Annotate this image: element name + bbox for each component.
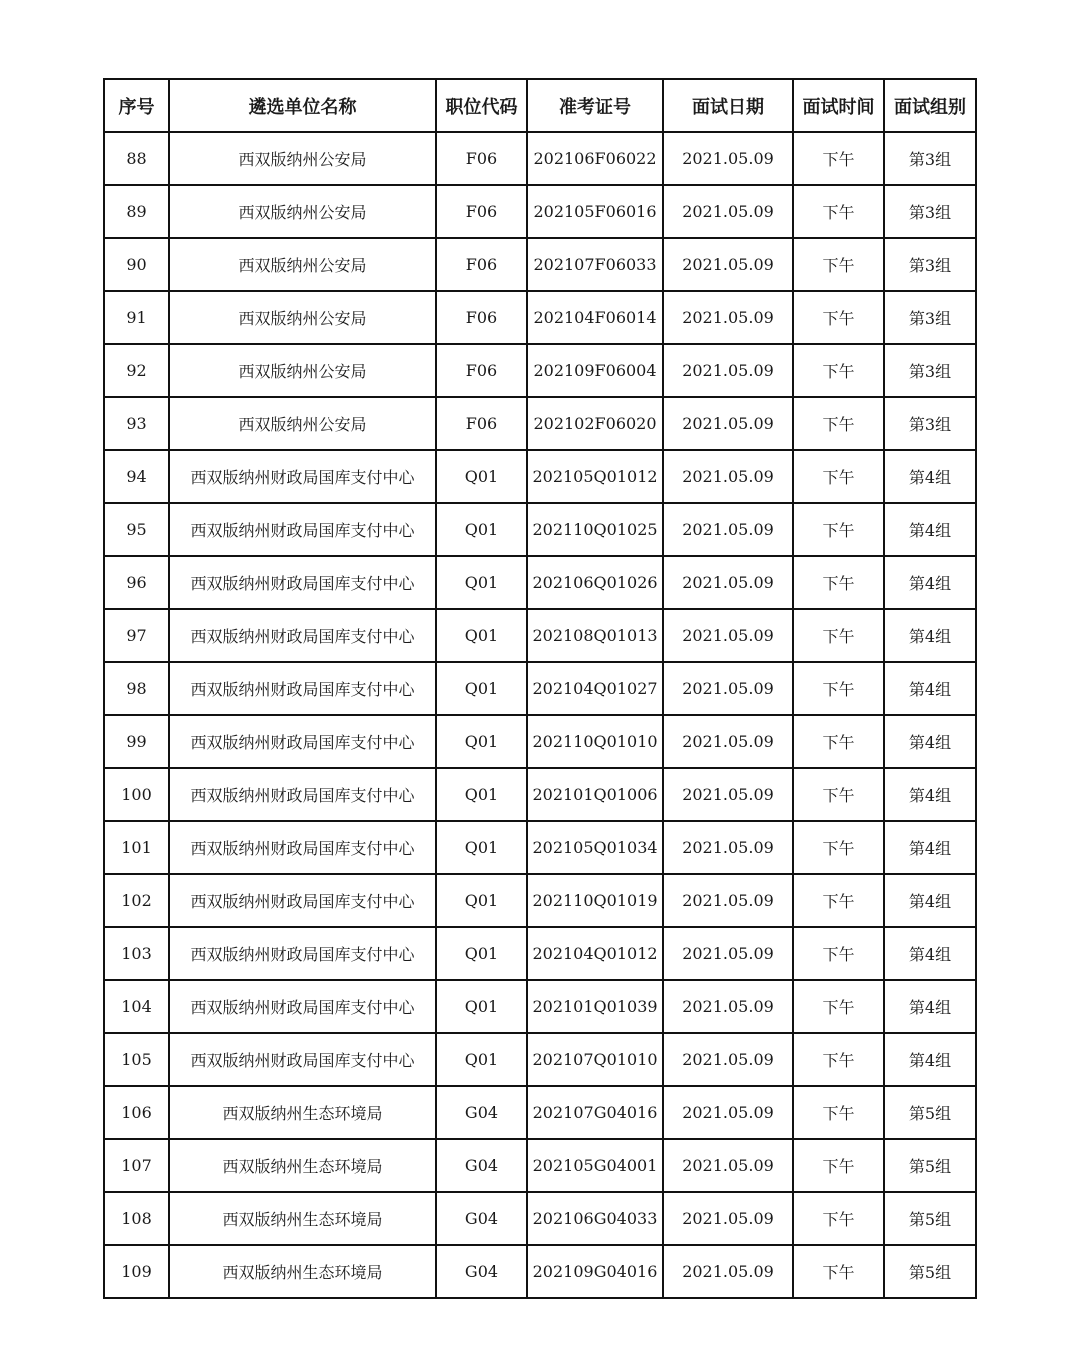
table-row [104,185,976,238]
cell-admission-no: 202106F06022 [527,132,663,185]
header-row [104,79,976,132]
cell-unit-name: 西双版纳州生态环境局 [169,1245,436,1298]
cell-interview-group: 第4组 [884,768,976,821]
cell-unit-name: 西双版纳州公安局 [169,291,436,344]
cell-position-code: F06 [436,344,527,397]
cell-interview-group: 第5组 [884,1192,976,1245]
table-row [104,1139,976,1192]
cell-seq-no: 106 [104,1086,169,1139]
cell-interview-date: 2021.05.09 [663,609,793,662]
cell-unit-name: 西双版纳州财政局国库支付中心 [169,662,436,715]
cell-interview-group: 第5组 [884,1086,976,1139]
cell-position-code: Q01 [436,980,527,1033]
header-interview-group: 面试组别 [884,79,976,132]
cell-interview-date: 2021.05.09 [663,768,793,821]
cell-seq-no: 97 [104,609,169,662]
cell-seq-no: 98 [104,662,169,715]
interview-schedule-table [103,78,977,1299]
cell-unit-name: 西双版纳州财政局国库支付中心 [169,609,436,662]
cell-unit-name: 西双版纳州生态环境局 [169,1139,436,1192]
cell-interview-date: 2021.05.09 [663,503,793,556]
cell-interview-time: 下午 [793,291,884,344]
cell-interview-date: 2021.05.09 [663,927,793,980]
cell-seq-no: 88 [104,132,169,185]
table-row [104,450,976,503]
table-row [104,715,976,768]
cell-unit-name: 西双版纳州公安局 [169,185,436,238]
cell-admission-no: 202105F06016 [527,185,663,238]
cell-unit-name: 西双版纳州公安局 [169,238,436,291]
cell-admission-no: 202104Q01012 [527,927,663,980]
cell-unit-name: 西双版纳州财政局国库支付中心 [169,821,436,874]
cell-position-code: G04 [436,1139,527,1192]
cell-interview-date: 2021.05.09 [663,344,793,397]
table-row [104,397,976,450]
cell-seq-no: 108 [104,1192,169,1245]
cell-position-code: Q01 [436,662,527,715]
table-row [104,344,976,397]
table-row [104,556,976,609]
cell-interview-group: 第3组 [884,185,976,238]
cell-interview-group: 第4组 [884,1033,976,1086]
cell-seq-no: 100 [104,768,169,821]
cell-unit-name: 西双版纳州公安局 [169,132,436,185]
cell-interview-date: 2021.05.09 [663,715,793,768]
cell-interview-group: 第3组 [884,132,976,185]
cell-unit-name: 西双版纳州财政局国库支付中心 [169,874,436,927]
cell-position-code: Q01 [436,556,527,609]
cell-interview-group: 第3组 [884,291,976,344]
cell-position-code: G04 [436,1245,527,1298]
cell-interview-time: 下午 [793,397,884,450]
cell-interview-time: 下午 [793,132,884,185]
cell-interview-time: 下午 [793,662,884,715]
cell-unit-name: 西双版纳州财政局国库支付中心 [169,450,436,503]
cell-seq-no: 90 [104,238,169,291]
cell-interview-time: 下午 [793,1086,884,1139]
cell-interview-date: 2021.05.09 [663,1192,793,1245]
cell-admission-no: 202109G04016 [527,1245,663,1298]
cell-unit-name: 西双版纳州财政局国库支付中心 [169,1033,436,1086]
cell-admission-no: 202101Q01006 [527,768,663,821]
cell-interview-time: 下午 [793,556,884,609]
header-position-code: 职位代码 [436,79,527,132]
table-row [104,238,976,291]
cell-admission-no: 202106Q01026 [527,556,663,609]
cell-admission-no: 202110Q01025 [527,503,663,556]
cell-unit-name: 西双版纳州生态环境局 [169,1086,436,1139]
table-row [104,609,976,662]
cell-interview-time: 下午 [793,715,884,768]
cell-position-code: F06 [436,291,527,344]
cell-interview-group: 第4组 [884,980,976,1033]
cell-interview-time: 下午 [793,1245,884,1298]
cell-interview-time: 下午 [793,768,884,821]
cell-admission-no: 202110Q01019 [527,874,663,927]
cell-interview-date: 2021.05.09 [663,132,793,185]
cell-admission-no: 202101Q01039 [527,980,663,1033]
cell-interview-time: 下午 [793,927,884,980]
cell-position-code: Q01 [436,768,527,821]
cell-position-code: Q01 [436,715,527,768]
cell-interview-group: 第4组 [884,715,976,768]
cell-interview-date: 2021.05.09 [663,1086,793,1139]
cell-admission-no: 202109F06004 [527,344,663,397]
cell-position-code: Q01 [436,609,527,662]
cell-unit-name: 西双版纳州公安局 [169,397,436,450]
cell-interview-time: 下午 [793,344,884,397]
cell-unit-name: 西双版纳州公安局 [169,344,436,397]
cell-interview-time: 下午 [793,874,884,927]
cell-interview-date: 2021.05.09 [663,1139,793,1192]
table-row [104,132,976,185]
cell-interview-time: 下午 [793,1033,884,1086]
cell-unit-name: 西双版纳州财政局国库支付中心 [169,980,436,1033]
cell-seq-no: 96 [104,556,169,609]
table-row [104,821,976,874]
cell-position-code: F06 [436,185,527,238]
cell-seq-no: 95 [104,503,169,556]
cell-interview-group: 第3组 [884,397,976,450]
cell-admission-no: 202108Q01013 [527,609,663,662]
cell-seq-no: 109 [104,1245,169,1298]
cell-interview-group: 第4组 [884,662,976,715]
cell-unit-name: 西双版纳州生态环境局 [169,1192,436,1245]
cell-interview-time: 下午 [793,1139,884,1192]
cell-seq-no: 107 [104,1139,169,1192]
cell-position-code: F06 [436,132,527,185]
table-row [104,1033,976,1086]
cell-interview-group: 第4组 [884,927,976,980]
cell-position-code: Q01 [436,1033,527,1086]
table-header [104,79,976,132]
table-row [104,768,976,821]
cell-seq-no: 92 [104,344,169,397]
cell-unit-name: 西双版纳州财政局国库支付中心 [169,715,436,768]
cell-seq-no: 99 [104,715,169,768]
cell-interview-time: 下午 [793,609,884,662]
cell-interview-time: 下午 [793,980,884,1033]
cell-seq-no: 89 [104,185,169,238]
cell-seq-no: 103 [104,927,169,980]
header-unit-name: 遴选单位名称 [169,79,436,132]
cell-position-code: F06 [436,238,527,291]
cell-unit-name: 西双版纳州财政局国库支付中心 [169,768,436,821]
header-admission-no: 准考证号 [527,79,663,132]
cell-seq-no: 105 [104,1033,169,1086]
cell-admission-no: 202105Q01034 [527,821,663,874]
cell-position-code: Q01 [436,927,527,980]
table-row [104,927,976,980]
cell-unit-name: 西双版纳州财政局国库支付中心 [169,503,436,556]
cell-interview-date: 2021.05.09 [663,1245,793,1298]
cell-interview-group: 第4组 [884,609,976,662]
cell-interview-date: 2021.05.09 [663,821,793,874]
table-body [104,132,976,1298]
cell-interview-group: 第4组 [884,503,976,556]
table-row [104,874,976,927]
cell-interview-date: 2021.05.09 [663,238,793,291]
cell-unit-name: 西双版纳州财政局国库支付中心 [169,556,436,609]
cell-position-code: Q01 [436,874,527,927]
cell-admission-no: 202107F06033 [527,238,663,291]
cell-seq-no: 94 [104,450,169,503]
cell-interview-date: 2021.05.09 [663,450,793,503]
header-interview-date: 面试日期 [663,79,793,132]
cell-admission-no: 202104Q01027 [527,662,663,715]
cell-seq-no: 104 [104,980,169,1033]
table-row [104,1245,976,1298]
cell-interview-group: 第4组 [884,821,976,874]
cell-interview-group: 第4组 [884,556,976,609]
cell-interview-group: 第4组 [884,874,976,927]
table-row [104,1192,976,1245]
header-interview-time: 面试时间 [793,79,884,132]
cell-interview-group: 第3组 [884,344,976,397]
cell-admission-no: 202105G04001 [527,1139,663,1192]
cell-position-code: G04 [436,1192,527,1245]
table-row [104,662,976,715]
cell-interview-time: 下午 [793,1192,884,1245]
cell-admission-no: 202107G04016 [527,1086,663,1139]
cell-interview-date: 2021.05.09 [663,291,793,344]
cell-interview-group: 第4组 [884,450,976,503]
cell-interview-date: 2021.05.09 [663,662,793,715]
table-row [104,291,976,344]
table-row [104,1086,976,1139]
cell-interview-date: 2021.05.09 [663,185,793,238]
header-seq-no: 序号 [104,79,169,132]
cell-admission-no: 202102F06020 [527,397,663,450]
cell-unit-name: 西双版纳州财政局国库支付中心 [169,927,436,980]
table-row [104,980,976,1033]
cell-interview-time: 下午 [793,238,884,291]
cell-admission-no: 202104F06014 [527,291,663,344]
table-row [104,503,976,556]
cell-interview-group: 第5组 [884,1139,976,1192]
cell-admission-no: 202105Q01012 [527,450,663,503]
cell-interview-date: 2021.05.09 [663,980,793,1033]
cell-interview-date: 2021.05.09 [663,874,793,927]
cell-interview-time: 下午 [793,185,884,238]
cell-interview-group: 第5组 [884,1245,976,1298]
cell-admission-no: 202110Q01010 [527,715,663,768]
cell-seq-no: 93 [104,397,169,450]
cell-seq-no: 102 [104,874,169,927]
cell-interview-time: 下午 [793,821,884,874]
cell-seq-no: 101 [104,821,169,874]
cell-interview-group: 第3组 [884,238,976,291]
cell-position-code: G04 [436,1086,527,1139]
cell-position-code: Q01 [436,450,527,503]
cell-seq-no: 91 [104,291,169,344]
cell-position-code: Q01 [436,821,527,874]
cell-interview-time: 下午 [793,450,884,503]
cell-interview-date: 2021.05.09 [663,1033,793,1086]
cell-interview-time: 下午 [793,503,884,556]
cell-position-code: F06 [436,397,527,450]
cell-admission-no: 202107Q01010 [527,1033,663,1086]
cell-interview-date: 2021.05.09 [663,556,793,609]
cell-interview-date: 2021.05.09 [663,397,793,450]
cell-admission-no: 202106G04033 [527,1192,663,1245]
cell-position-code: Q01 [436,503,527,556]
